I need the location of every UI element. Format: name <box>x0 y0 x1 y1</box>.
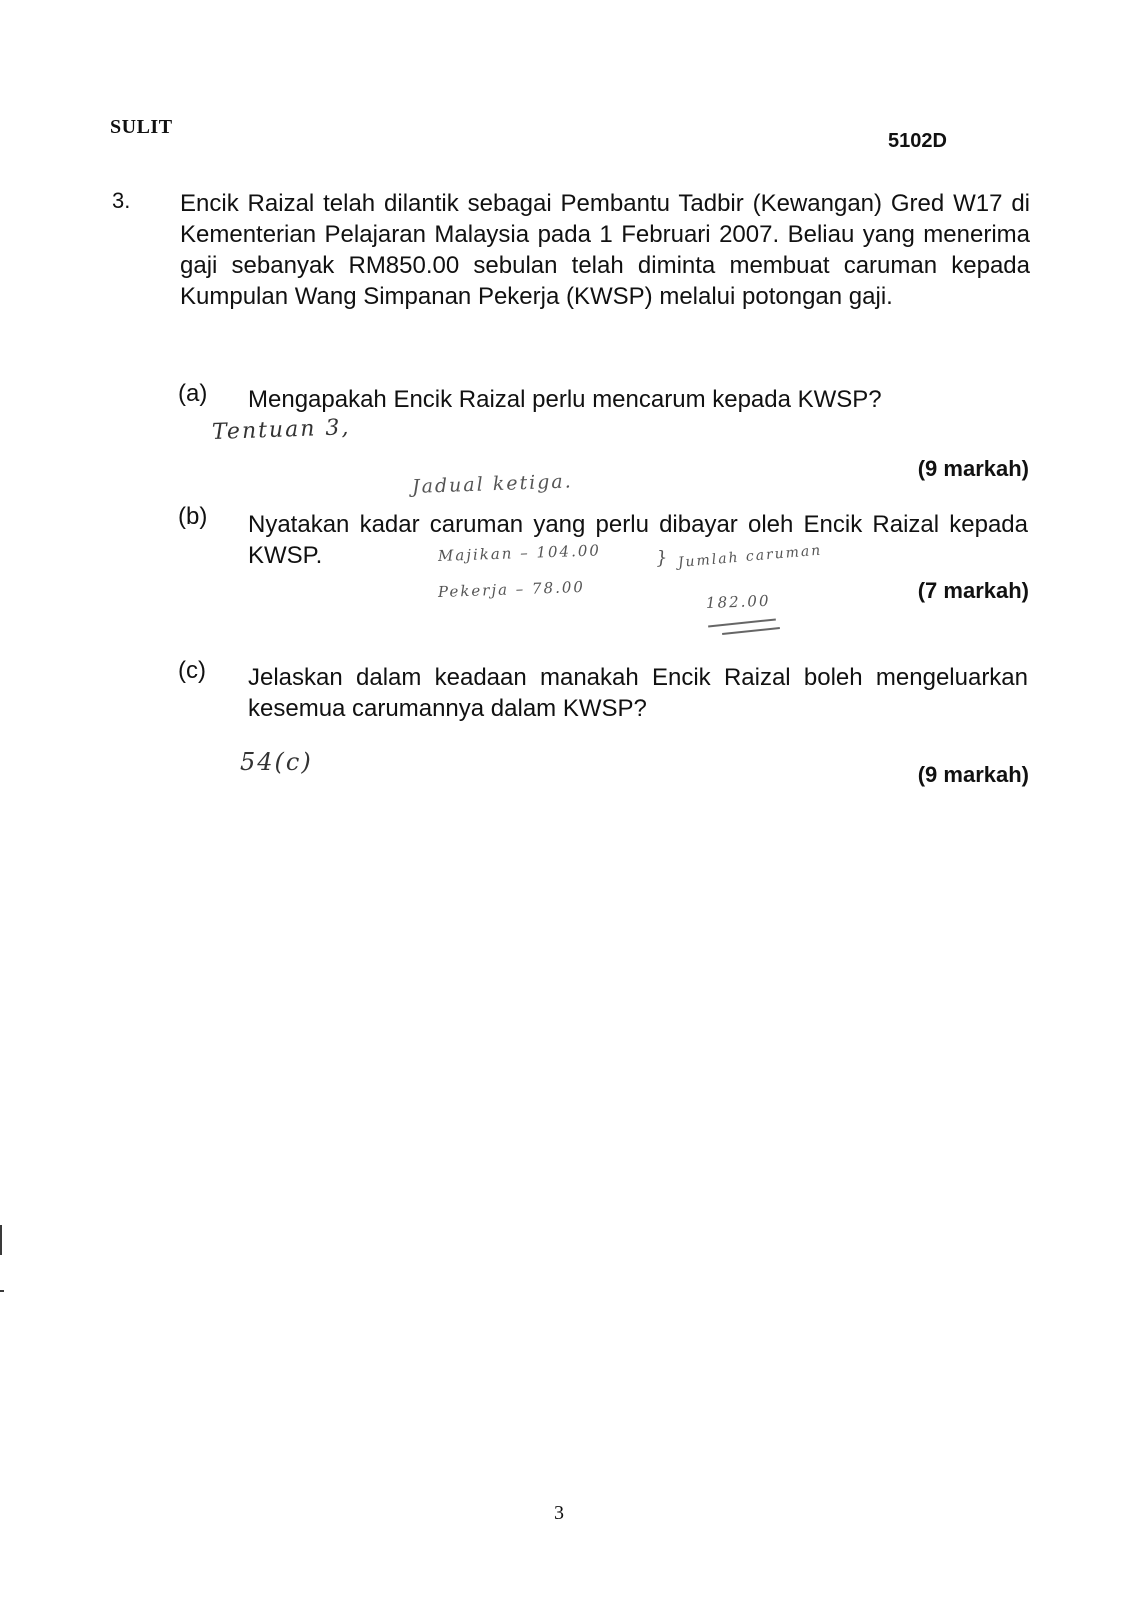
part-a-label: (a) <box>178 380 208 407</box>
classification-label: SULIT <box>110 116 173 138</box>
part-a-marks: (9 markah) <box>917 456 1029 481</box>
part-b-underline-2 <box>722 627 780 635</box>
scan-artifact <box>0 1225 2 1255</box>
part-b-label: (b) <box>178 503 208 530</box>
part-c-label: (c) <box>178 657 206 684</box>
part-b-text: Nyatakan kadar caruman yang perlu dibayar oleh Encik Raizal kepada KWSP. <box>248 511 1028 569</box>
scan-artifact <box>0 1290 4 1292</box>
question-number: 3. <box>112 188 131 213</box>
part-b-handwritten-heading: Jadual ketiga. <box>411 470 574 498</box>
part-b-handwritten-employee: Pekerja – 78.00 <box>437 577 586 601</box>
part-a-handwritten-note: Tentuan 3, <box>211 415 351 445</box>
part-a-text: Mengapakah Encik Raizal perlu mencarum kepada KWSP? <box>248 386 882 413</box>
part-c-marks: (9 markah) <box>917 762 1029 787</box>
part-c-text: Jelaskan dalam keadaan manakah Encik Raizal boleh mengeluarkan kesemua carumannya dalam KWSP? <box>248 664 1028 722</box>
part-b-handwritten-total: 182.00 <box>705 591 771 612</box>
part-b-underline-1 <box>708 618 776 627</box>
paper-code: 5102D <box>888 130 947 152</box>
part-b-handwritten-total-label: Jumlah caruman <box>677 542 823 571</box>
part-b-handwritten-employer: Majikan – 104.00 <box>437 541 602 565</box>
part-b-marks: (7 markah) <box>917 578 1029 603</box>
question-body: Encik Raizal telah dilantik sebagai Pembantu Tadbir (Kewangan) Gred W17 di Kementerian Pelajaran Malaysia pada 1 Februari 2007. Beliau yang menerima gaji sebanyak RM850.00 sebulan telah diminta membuat caruman kepada Kumpulan Wang Simpanan Pekerja (KWSP) melalui potongan gaji. <box>180 190 1030 310</box>
part-c-handwritten-note: 54(c) <box>240 748 313 776</box>
part-b-handwritten-brace: } <box>655 547 671 569</box>
page-number: 3 <box>554 1502 564 1524</box>
